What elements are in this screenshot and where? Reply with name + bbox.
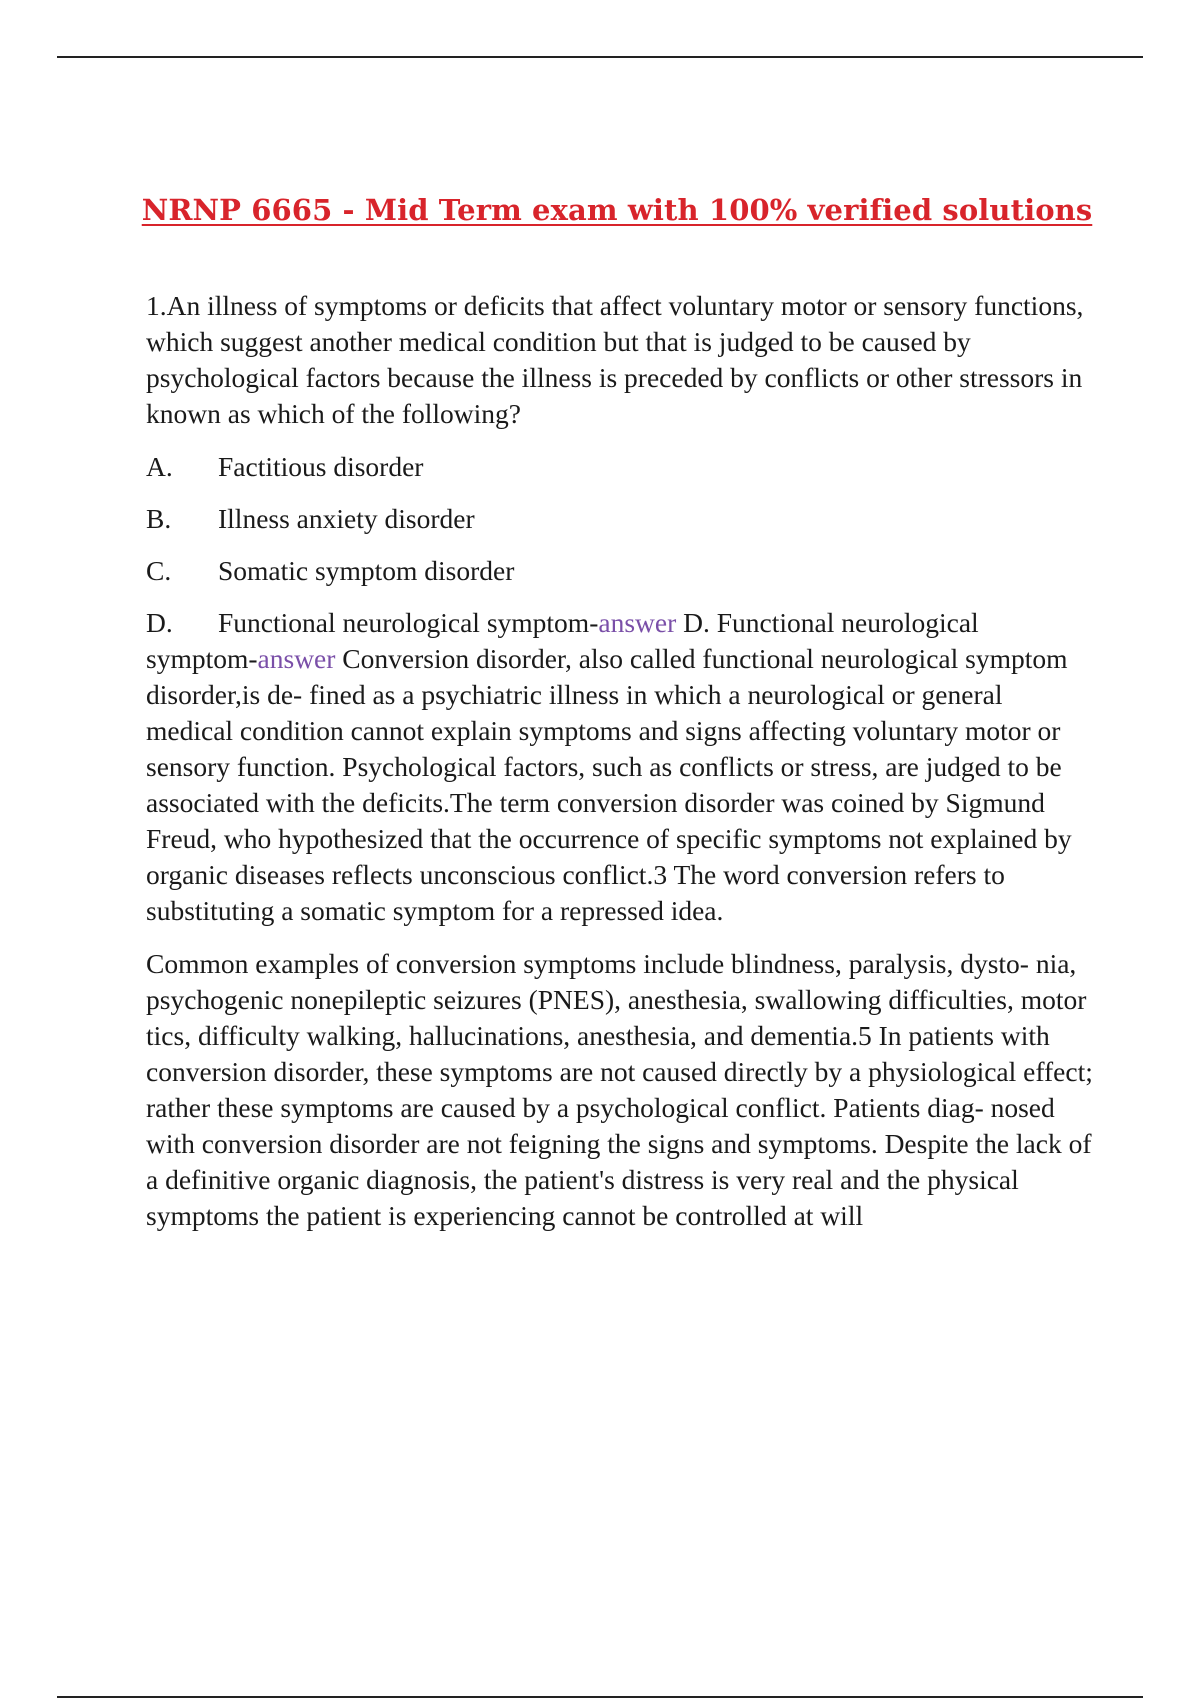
question-text: 1.An illness of symptoms or deficits that affect voluntary motor or sensory functions, which suggest another medical condition but that is judged to be caused by psychological factors because the illness is preceded by conflicts or other stressors in known as which of the following? [146, 290, 1084, 429]
answer-marker: answer [598, 607, 677, 638]
bottom-rule [57, 1696, 1143, 1698]
document-body [146, 288, 1096, 1234]
answer-repeat-text: D. Functional neurological symptom- [146, 607, 979, 674]
option-letter: A. [146, 451, 173, 482]
answer-marker: answer [257, 643, 336, 674]
option-text: Factitious disorder [218, 451, 424, 482]
option-letter: C. [146, 555, 172, 586]
option-letter: D. [146, 607, 173, 638]
option-d-answer [146, 605, 1096, 929]
explanation-paragraph: Common examples of conversion symptoms include blindness, paralysis, dysto- nia, psychogenic nonepileptic seizures (PNES), anesthesia, swallowing difficulties, motor tics, difficulty walking, hallucinations, anesthesia, and dementia.5 In patients with conversion disorder, these symptoms are not caused directly by a physiological effect; rather these symptoms are caused by a psychological conflict. Patients diag- nosed with conversion disorder are not feigning the signs and symptoms. Despite the lack of a definitive organic diagnosis, the patient's distress is very real and the physical symptoms the patient is experiencing cannot be controlled at will [146, 948, 1093, 1231]
option-a [146, 449, 1096, 485]
option-text: Illness anxiety disorder [218, 503, 475, 534]
answer-explanation: Conversion disorder, also called functional neurological symptom disorder,is de- fined as a psychiatric illness in which a neurological or general medical condition cannot explain symptoms and signs affecting voluntary motor or sensory function. Psychological factors, such as conflicts or stress, are judged to be associated with the deficits.The term conversion disorder was coined by Sigmund Freud, who hypothesized that the occurrence of specific symptoms not explained by organic diseases reflects unconscious conflict.3 The word conversion refers to substituting a somatic symptom for a repressed idea. [146, 643, 1072, 926]
top-rule [57, 56, 1143, 58]
option-letter: B. [146, 503, 172, 534]
option-text: Somatic symptom disorder [218, 555, 515, 586]
option-d-text: Functional neurological symptom- [218, 607, 599, 638]
option-c [146, 553, 1096, 589]
option-b [146, 501, 1096, 537]
page-title: NRNP 6665 - Mid Term exam with 100% verified solutions [141, 193, 1093, 227]
